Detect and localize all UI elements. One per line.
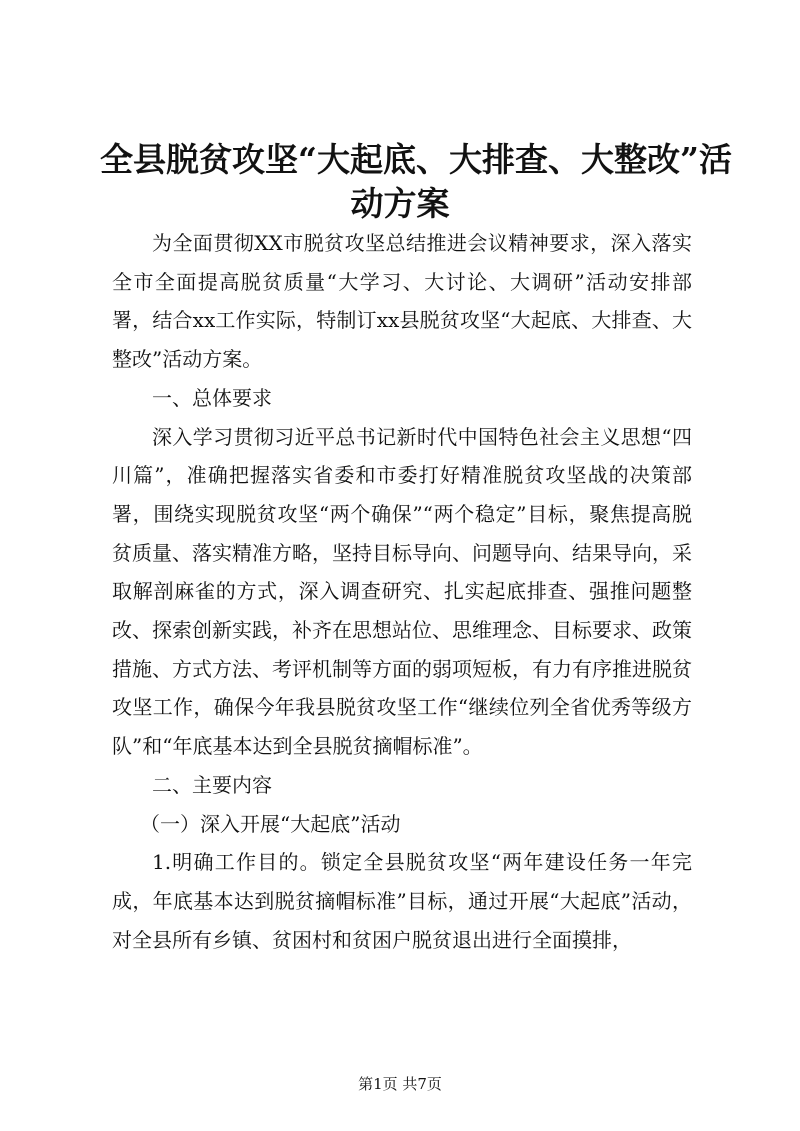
title-line-1: 全县脱贫攻坚“大起底、大排查、大整改”活 <box>100 140 732 179</box>
general-requirements-paragraph: 深入学习贯彻习近平总书记新时代中国特色社会主义思想“四川篇”，准确把握落实省委和市委打好精准脱贫攻坚战的决策部署，围绕实现脱贫攻坚“两个确保”“两个稳定”目标，聚焦提高脱贫质量、落实精准方略，坚持目标导向、问题导向、结果导向，采取解剖麻雀的方式，深入调查研究、扎实起底排查、强推问题整改、探索创新实践，补齐在思想站位、思维理念、目标要求、政策措施、方式方法、考评机制等方面的弱项短板，有力有序推进脱贫攻坚工作，确保今年我县脱贫攻坚工作“继续位列全省优秀等级方队”和“年底基本达到全县脱贫摘帽标准”。 <box>112 424 692 759</box>
document-title <box>100 138 732 226</box>
section-heading-general-requirements: 一、总体要求 <box>152 385 272 410</box>
section-heading-main-content: 二、主要内容 <box>152 772 272 797</box>
page-footer: 第1页 共7页 <box>358 1075 442 1093</box>
document-body <box>112 224 692 959</box>
subsection-heading-daqidi: （一）深入开展“大起底”活动 <box>140 811 401 836</box>
title-line-2: 动方案 <box>350 184 450 223</box>
item-1-paragraph: 1.明确工作目的。锁定全县脱贫攻坚“两年建设任务一年完成，年底基本达到脱贫摘帽标准”目标，通过开展“大起底”活动，对全县所有乡镇、贫困村和贫困户脱贫退出进行全面摸排， <box>112 850 692 952</box>
intro-paragraph: 为全面贯彻XX市脱贫攻坚总结推进会议精神要求，深入落实全市全面提高脱贫质量“大学习、大讨论、大调研”活动安排部署，结合xx工作实际，特制订xx县脱贫攻坚“大起底、大排查、大整改”活动方案。 <box>112 231 692 372</box>
